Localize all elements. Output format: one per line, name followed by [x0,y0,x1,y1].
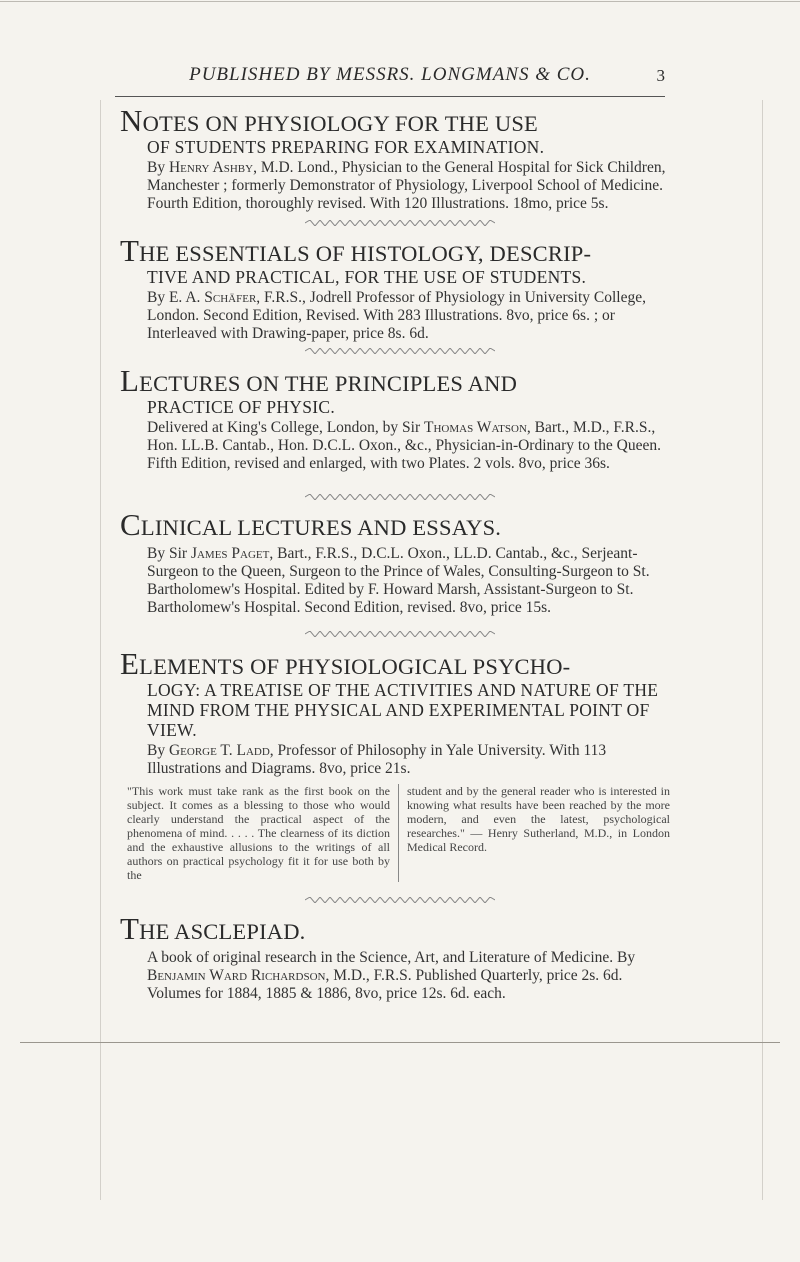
page-number: 3 [656,66,665,85]
drop-cap: T [120,911,140,946]
drop-cap: L [120,363,140,398]
book-title: THE ASCLEPIAD. [120,911,306,946]
author-name: Henry Ashby [168,159,254,176]
book-subtitle: OF STUDENTS PREPARING FOR EXAMINATION. [147,137,545,157]
review-quote-left-column: "This work must take rank as the first book on the subject. It comes as a blessing to those who would clearly understand the practical aspect of the phenomena of mind. . . . . The clearness of its diction and the exhaustive allusions to the writings of all authors on practical psychology fit it for use both by the [127,784,399,882]
author-name: George T. Ladd [168,742,270,759]
ornamental-divider [305,348,495,354]
book-title: NOTES ON PHYSIOLOGY FOR THE USE [120,103,538,138]
book-description: By Sir James Paget, Bart., F.R.S., D.C.L. Oxon., LL.D. Cantab., &c., Serjeant-Surgeon to the Queen, Surgeon to the Prince of Wales, Consulting-Surgeon to St. Bartholomew's Hospital. Edited by F. Howard Marsh, Assistant-Surgeon to St. Bartholomew's Hospital. Second Edition, revised. 8vo, price 15s. [147,545,650,616]
page-header [115,58,665,88]
header-rule [115,96,665,97]
book-description: A book of original research in the Science, Art, and Literature of Medicine. By Benjamin Ward Richardson, M.D., F.R.S. Published Quarterly, price 2s. 6d. Volumes for 1884, 1885 & 1886, 8vo, price 12s. 6d. each. [147,949,636,1002]
author-name: Benjamin Ward Richardson [147,967,326,984]
book-entry [120,911,670,1003]
review-quote [127,784,670,882]
drop-cap: C [120,507,141,542]
author-name: Thomas Watson [424,419,527,436]
book-subtitle: TIVE AND PRACTICAL, FOR THE USE OF STUDENTS. [147,267,587,287]
drop-cap: T [120,233,140,268]
ornamental-divider [305,494,495,500]
ornamental-divider [305,631,495,637]
book-entry [120,103,670,213]
page-edge-left [100,100,101,1200]
book-title: LECTURES ON THE PRINCIPLES AND [120,363,518,398]
ornamental-divider [305,897,495,903]
book-entry [120,646,670,882]
book-description: By Henry Ashby, M.D. Lond., Physician to the General Hospital for Sick Children, Manchester ; formerly Demonstrator of Physiology, Liverpool School of Medicine. Fourth Edition, thoroughly revised. With 120 Illustrations. 18mo, price 5s. [147,159,666,212]
book-subtitle: LOGY: A TREATISE OF THE ACTIVITIES AND NATURE OF THE MIND FROM THE PHYSICAL AND EXPERIMENTAL POINT OF VIEW. [147,680,659,740]
book-description: Delivered at King's College, London, by Sir Thomas Watson, Bart., M.D., F.R.S., Hon. LL.B. Cantab., Hon. D.C.L. Oxon., &c., Physician-in-Ordinary to the Queen. Fifth Edition, revised and enlarged, with two Plates. 2 vols. 8vo, price 36s. [147,419,661,472]
author-name: James Paget [190,545,270,562]
book-title: CLINICAL LECTURES AND ESSAYS. [120,507,502,542]
review-quote-right-column: student and by the general reader who is interested in knowing what results have been reached by the more modern, and even the latest, psychological researches." — Henry Sutherland, M.D., in London Medical Record. [407,784,670,854]
book-subtitle: PRACTICE OF PHYSIC. [147,397,336,417]
book-description: By George T. Ladd, Professor of Philosophy in Yale University. With 113 Illustrations and Diagrams. 8vo, price 21s. [147,742,607,777]
book-entry [120,507,670,617]
page-edge-bottom [20,1042,780,1043]
book-description: By E. A. Schäfer, F.R.S., Jodrell Professor of Physiology in University College, London. Second Edition, Revised. With 283 Illustrations. 8vo, price 6s. ; or Interleaved with Drawing-paper, price 8s. 6d. [147,289,646,342]
ornamental-divider [305,220,495,226]
page-edge-top [0,1,800,2]
book-title: ELEMENTS OF PHYSIOLOGICAL PSYCHO- [120,646,571,681]
drop-cap: N [120,103,143,138]
page-edge-right [762,100,763,1200]
book-entry [120,363,670,473]
publisher-header: PUBLISHED BY MESSRS. LONGMANS & CO. [189,64,591,85]
author-name: E. A. Schäfer [168,289,257,306]
drop-cap: E [120,646,140,681]
book-title: THE ESSENTIALS OF HISTOLOGY, DESCRIP- [120,233,592,268]
book-entry [120,233,670,343]
